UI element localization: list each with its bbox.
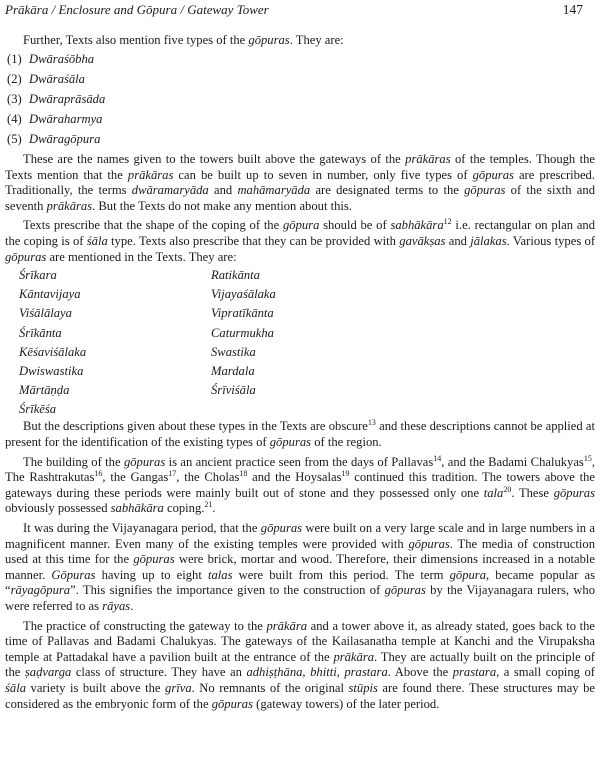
text-span: were built on a very large scale and in large numbers in a magnificent manner. Even many of the existing temples were provided with	[5, 521, 595, 551]
term: gōpuras	[464, 183, 506, 198]
grid-term: Śrīkēśa	[19, 401, 57, 416]
text-span: ”. This signifies the importance given to the construction of	[70, 583, 385, 598]
paragraph-practice	[5, 619, 595, 713]
term: gōpuras	[553, 485, 595, 500]
paragraph-vijayanagara	[5, 521, 595, 615]
page-body	[5, 33, 595, 712]
list-term: Dwāragōpura	[29, 131, 101, 146]
term: śāla	[5, 680, 26, 695]
running-title: Prākāra / Enclosure and Gōpura / Gateway Tower	[5, 2, 269, 17]
text-span: , the Cholas	[176, 470, 240, 485]
grid-term: Swastika	[211, 344, 256, 359]
term: gōpuras	[211, 696, 253, 711]
text-span: i.e. rectangular on plan and the coping is of	[5, 218, 595, 249]
list-number: (3)	[7, 91, 22, 106]
text-span: These are the names given to the towers built above the gateways of the	[23, 152, 406, 167]
grid-term: Viśālālaya	[19, 306, 72, 321]
grid-term: Ratikānta	[211, 268, 260, 283]
term: sabhākāra	[390, 218, 444, 233]
page-number: 147	[562, 2, 583, 17]
list-item	[7, 132, 595, 148]
footnote-ref: 13	[367, 418, 376, 428]
list-number: (4)	[7, 111, 22, 126]
text-span: are found there. These structures may be considered as the embryonic form of the	[5, 680, 595, 711]
text-span: are prescribed. Traditionally, the terms	[5, 167, 595, 198]
footnote-ref: 18	[239, 469, 248, 479]
term: prākāras	[127, 167, 174, 182]
footnote-ref: 12	[443, 217, 452, 227]
text-span: variety is built above the	[26, 680, 166, 695]
text-span: (gateway towers) of the later period.	[252, 696, 440, 711]
term: ṣaḍvarga	[24, 665, 72, 680]
list-number: (1)	[7, 51, 22, 66]
term: prākāra	[266, 618, 308, 633]
gopura-five-types-list	[5, 52, 595, 148]
text-span: of the temples. Though the Texts mention that the	[5, 152, 595, 182]
term: rāyas	[102, 599, 131, 613]
text-span: by the Vijayanagara rulers, who were referred to as	[5, 583, 595, 613]
list-term: Dwāraśāla	[29, 71, 85, 86]
text-span: . Above the	[387, 665, 453, 680]
term: prākāra	[333, 649, 375, 664]
text-span: . No remnants of the original	[191, 680, 349, 695]
term: gōpura	[282, 218, 320, 233]
term: gōpuras	[384, 583, 426, 598]
grid-term	[211, 402, 411, 418]
text-span: having up to eight	[95, 567, 208, 582]
text-span: coping.	[163, 501, 205, 516]
text-span: is an ancient practice seen from the days of Pallavas	[165, 454, 434, 469]
list-item	[7, 72, 595, 88]
grid-term: Śrīkānta	[19, 325, 62, 340]
gopura-types-grid	[19, 268, 595, 417]
term: sabhākāra	[110, 501, 164, 516]
text-span: . Various types of	[506, 234, 596, 249]
list-item	[7, 112, 595, 128]
list-term: Dwāraharmya	[29, 111, 103, 126]
text-span: , the Gangas	[102, 470, 169, 485]
term: gōpuras	[408, 536, 450, 551]
grid-term: Mārtāṇḍa	[19, 382, 70, 397]
grid-term: Caturmukha	[211, 325, 274, 340]
text-span: . They are actually built on the principle of the	[5, 649, 595, 680]
text-span: , became popular as “	[5, 567, 595, 598]
footnote-ref: 15	[583, 453, 592, 463]
text-span: should be of	[319, 218, 391, 233]
term: dwāramaryāda	[131, 183, 209, 198]
text-span: were brick, mortar and wood. Therefore, their dimensions increased in a notable manner.	[5, 552, 596, 582]
text-span: of the region.	[311, 435, 382, 450]
text-span: and	[445, 234, 471, 249]
text-span: .	[130, 599, 134, 613]
text-span: and the Hoysalas	[247, 470, 342, 485]
term: rāyagōpura	[10, 583, 71, 598]
paragraph-ancient-practice	[5, 455, 595, 517]
text-span: . They are:	[289, 33, 344, 47]
list-item	[7, 92, 595, 108]
term: prākāras	[405, 152, 451, 167]
running-header	[5, 2, 595, 22]
text-span: and	[208, 183, 238, 198]
text-span: are designated terms to the	[310, 183, 465, 198]
grid-term: Śrīkara	[19, 268, 57, 283]
text-span: type. Texts also prescribe that they can be provided with	[107, 234, 400, 249]
grid-term: Vijayaśālaka	[211, 287, 276, 302]
footnote-ref: 14	[433, 453, 442, 463]
term: gōpuras	[269, 435, 312, 450]
term: jālakas	[470, 234, 507, 249]
term: gōpuras	[472, 167, 514, 182]
text-span: The building of the	[23, 454, 124, 469]
term: gōpuras	[260, 521, 303, 536]
grid-term: Mardala	[211, 363, 255, 378]
grid-term: Dwiswastika	[19, 363, 84, 378]
footnote-ref: 16	[94, 469, 103, 479]
list-term: Dwāraprāsāda	[29, 91, 106, 106]
text-span: The practice of constructing the gateway to the	[23, 618, 267, 633]
text-span: , and the Badami Chalukyas	[441, 454, 584, 469]
text-span: It was during the Vijayanagara period, that the	[23, 521, 261, 536]
term: prākāras	[46, 198, 93, 213]
text-span: can be built up to seven in number, only five types of	[173, 167, 473, 182]
term: adhiṣṭhāna, bhitti, prastara	[246, 665, 388, 680]
text-span: obviously possessed	[5, 501, 111, 516]
paragraph-names	[5, 152, 595, 214]
text-span: Further, Texts also mention five types of the	[23, 33, 249, 47]
grid-term: Kēśaviśālaka	[19, 344, 87, 359]
text-span: are mentioned in the Texts. They are:	[46, 249, 237, 264]
paragraph-obscure	[5, 419, 595, 450]
grid-term: Kāntavijaya	[19, 287, 81, 302]
term: stūpis	[348, 680, 378, 695]
term: gavākṣas	[399, 234, 446, 249]
term: gōpura	[449, 567, 486, 582]
text-span: .	[212, 501, 216, 516]
text-span: and a tower above it, as already stated, goes back to the time of Pallavas and Badami Chalukyas. The gateways of the Kailasanatha temple at Kanchi and the Virupaksha temple at Pattadakal have a pavilion built at the entrance of the	[5, 618, 595, 664]
intro-paragraph	[5, 33, 595, 49]
text-span: . The media of construction used at this time for the	[5, 536, 595, 567]
term: gōpuras	[248, 33, 290, 47]
text-span: Texts prescribe that the shape of the coping of the	[23, 218, 283, 233]
term: tala	[483, 485, 504, 500]
footnote-ref: 20	[503, 484, 512, 494]
term: gōpuras	[123, 454, 166, 469]
term: Gōpuras	[51, 567, 96, 582]
footnote-ref: 19	[341, 469, 350, 479]
text-span: . But the Texts do not make any mention about this.	[92, 198, 352, 213]
term: gōpuras	[133, 552, 175, 567]
text-span: But the descriptions given about these types in the Texts are obscure	[23, 419, 368, 434]
term: prastara	[452, 665, 497, 680]
list-term: Dwāraśōbha	[29, 51, 95, 66]
term: talas	[208, 567, 233, 582]
term: gōpuras	[5, 249, 47, 264]
footnote-ref: 21	[204, 500, 213, 510]
text-span: were built from this period. The term	[232, 567, 450, 582]
grid-term: Vipratīkānta	[211, 306, 274, 321]
list-number: (2)	[7, 71, 22, 86]
grid-term: Śrīviśāla	[211, 382, 256, 397]
text-span: continued this tradition. The towers above the gateways during these periods were mainly built out of stone and they possessed only one	[5, 470, 596, 500]
text-span: class of structure. They have an	[71, 665, 247, 680]
paragraph-coping	[5, 218, 595, 265]
list-item	[7, 52, 595, 68]
term: śāla	[86, 234, 108, 249]
text-span: of the sixth and seventh	[5, 183, 595, 213]
text-span: and these descriptions cannot be applied at present for the identification of the existing types of	[5, 419, 595, 450]
list-number: (5)	[7, 131, 22, 146]
text-span: , a small coping of	[496, 665, 595, 680]
text-span: , The Rashtrakutas	[5, 454, 595, 485]
term: mahāmaryāda	[237, 183, 311, 198]
text-span: . These	[511, 485, 554, 500]
footnote-ref: 17	[168, 469, 177, 479]
term: grīva	[165, 680, 192, 695]
